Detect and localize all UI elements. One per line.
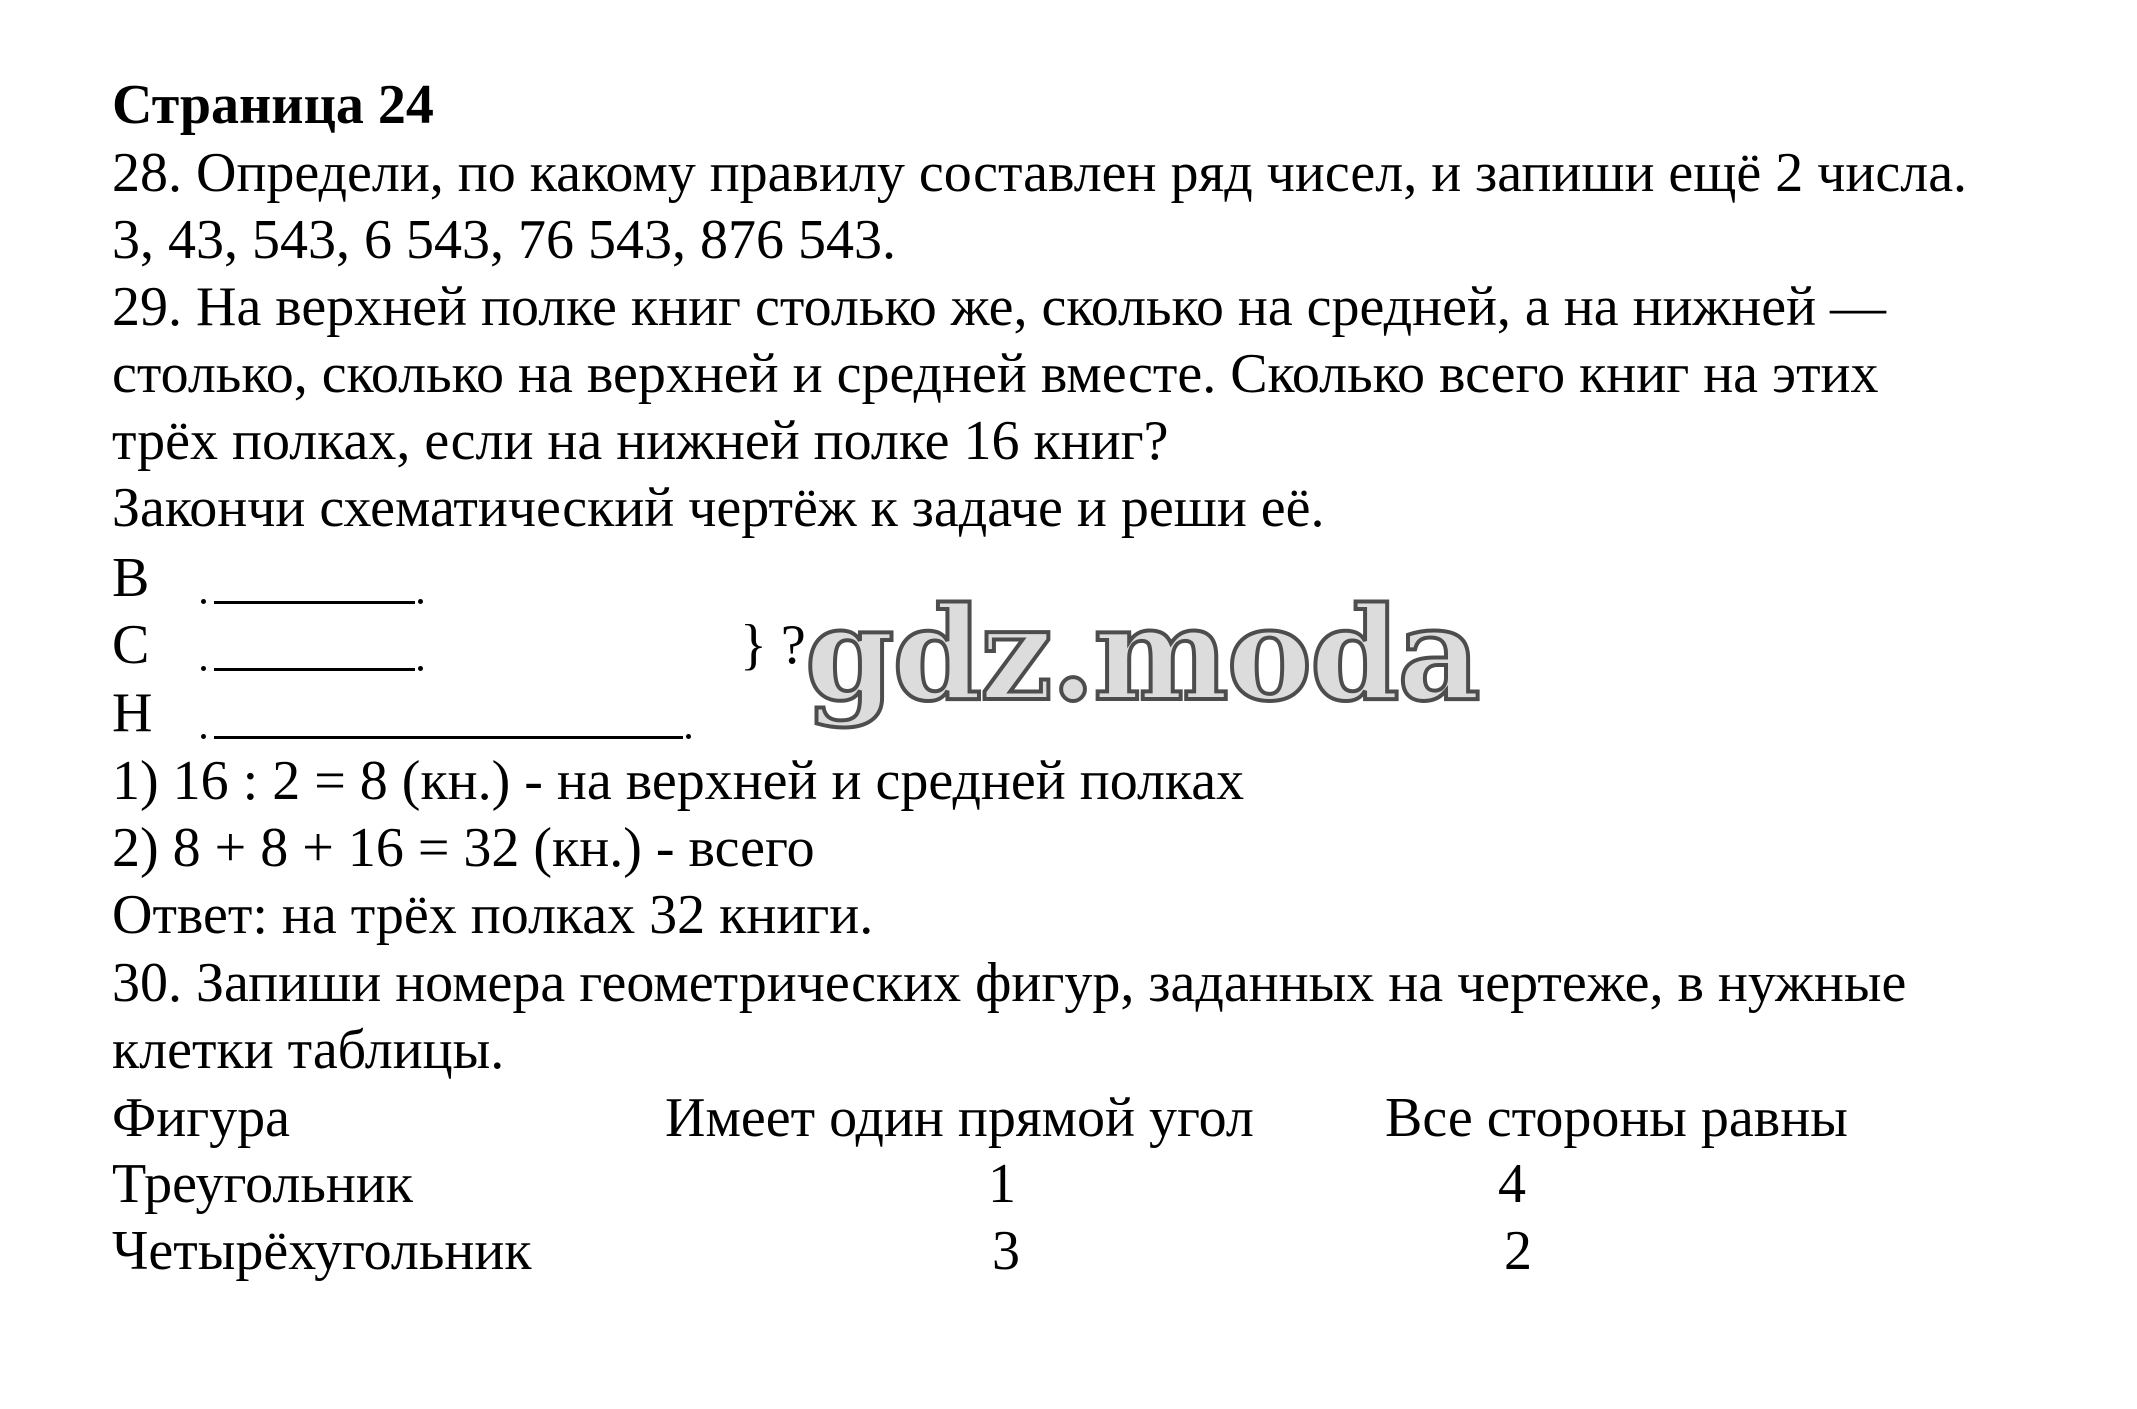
task-29-line-4: Закончи схематический чертёж к задаче и реши её. bbox=[112, 477, 1325, 539]
table-row-quadrilateral-equal-sides: 2 bbox=[1504, 1220, 1532, 1282]
label-top-shelf: В bbox=[112, 547, 150, 609]
table-row-quadrilateral-right-angle: 3 bbox=[992, 1220, 1020, 1282]
task-30-line-2: клетки таблицы. bbox=[112, 1019, 505, 1081]
table-row-triangle-equal-sides: 4 bbox=[1498, 1153, 1526, 1215]
task-29-line-1: 29. На верхней полке книг столько же, сколько на средней, а на нижней — bbox=[112, 276, 1887, 338]
task-29-line-2: столько, сколько на верхней и средней вместе. Сколько всего книг на этих bbox=[112, 343, 1879, 405]
brace-question: } ? bbox=[740, 614, 806, 676]
segment-top-start bbox=[201, 599, 206, 604]
solution-answer: Ответ: на трёх полках 32 книги. bbox=[112, 884, 874, 946]
page-title: Страница 24 bbox=[112, 74, 434, 136]
table-row-triangle-name: Треугольник bbox=[112, 1153, 413, 1215]
task-28-text: 28. Определи, по какому правилу составлен ряд чисел, и запиши ещё 2 числа. bbox=[112, 142, 1968, 204]
segment-middle-shelf bbox=[214, 668, 415, 671]
table-row-triangle-right-angle: 1 bbox=[988, 1153, 1016, 1215]
solution-step-2: 2) 8 + 8 + 16 = 32 (кн.) - всего bbox=[112, 817, 815, 879]
table-header-equal-sides: Все стороны равны bbox=[1385, 1087, 1848, 1149]
table-row-quadrilateral-name: Четырёхугольник bbox=[112, 1220, 532, 1282]
watermark-logo: gdz.moda bbox=[805, 580, 1479, 730]
table-header-right-angle: Имеет один прямой угол bbox=[665, 1087, 1254, 1149]
segment-bottom-end bbox=[686, 734, 691, 739]
solution-step-1: 1) 16 : 2 = 8 (кн.) - на верхней и средней полках bbox=[112, 750, 1245, 812]
segment-top-shelf bbox=[214, 601, 415, 604]
segment-bottom-start bbox=[201, 734, 206, 739]
segment-bottom-shelf bbox=[214, 736, 683, 739]
label-bottom-shelf: Н bbox=[112, 682, 153, 744]
table-header-figure: Фигура bbox=[112, 1087, 291, 1149]
label-middle-shelf: С bbox=[112, 614, 150, 676]
task-30-line-1: 30. Запиши номера геометрических фигур, заданных на чертеже, в нужные bbox=[112, 952, 1907, 1014]
segment-top-end bbox=[418, 599, 423, 604]
segment-middle-end bbox=[418, 666, 423, 671]
task-28-sequence: 3, 43, 543, 6 543, 76 543, 876 543. bbox=[112, 209, 896, 271]
segment-middle-start bbox=[201, 666, 206, 671]
task-29-line-3: трёх полках, если на нижней полке 16 книг? bbox=[112, 410, 1169, 472]
